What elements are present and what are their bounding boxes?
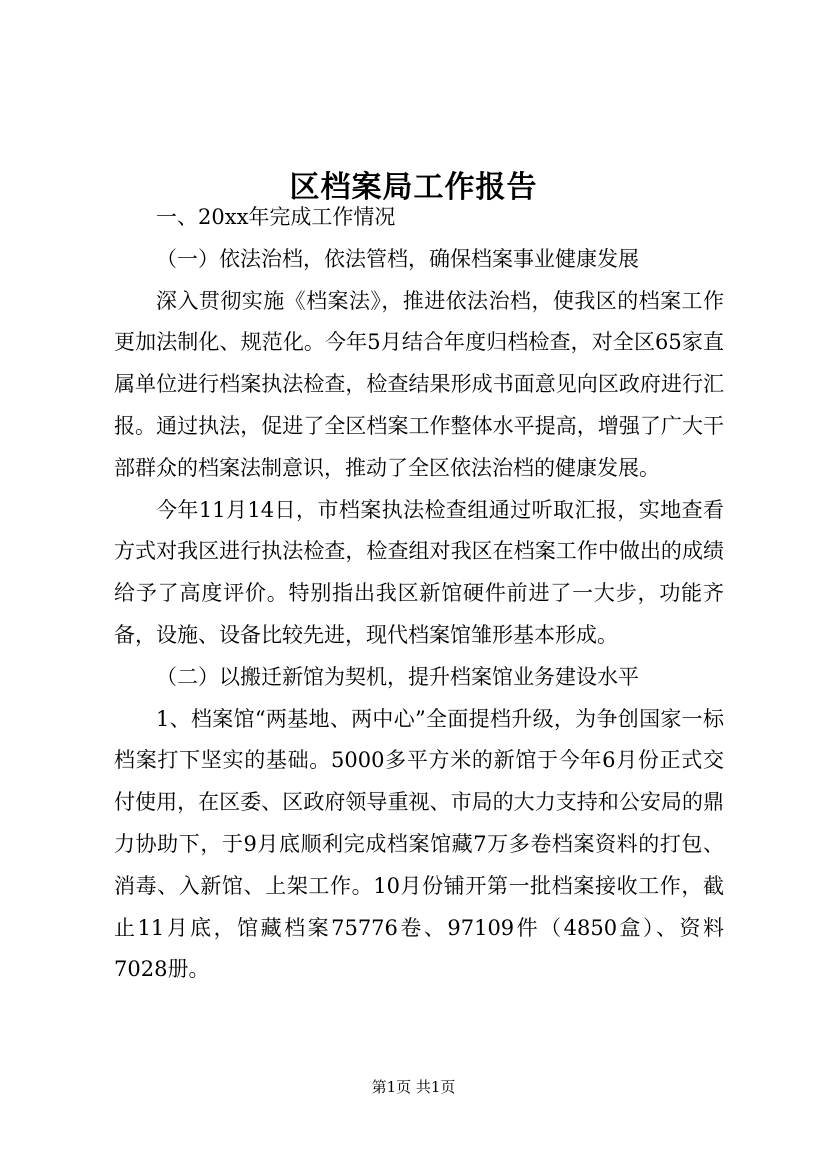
document-title: 区档案局工作报告	[289, 170, 538, 206]
document-body	[114, 197, 724, 991]
subsection-heading-1: （一）依法治档，依法管档，确保档案事业健康发展	[156, 246, 639, 271]
page-footer: 第1页 共1页	[371, 1078, 456, 1096]
paragraph-1: 深入贯彻实施《档案法》，推进依法治档，使我区的档案工作更加法制化、规范化。今年5月结合年度归档检查，对全区65家直属单位进行档案执法检查，检查结果形成书面意见向区政府进行汇报。通过执法，促进了全区档案工作整体水平提高，增强了广大干部群众的档案法制意识，推动了全区依法治档的健康发展。	[114, 288, 724, 480]
subsection-heading-2: （二）以搬迁新馆为契机，提升档案馆业务建设水平	[156, 664, 639, 689]
section-heading-1: 一、20xx年完成工作情况	[156, 205, 396, 229]
paragraph-3: 1、档案馆“两基地、两中心”全面提档升级，为争创国家一标档案打下坚实的基础。5000多平方米的新馆于今年6月份正式交付使用，在区委、区政府领导重视、市局的大力支持和公安局的鼎力协助下，于9月底顺利完成档案馆藏7万多卷档案资料的打包、消毒、入新馆、上架工作。10月份铺开第一批档案接收工作，截止11月底，馆藏档案75776卷、97109件（4850盒）、资料7028册。	[114, 706, 724, 982]
paragraph-2: 今年11月14日，市档案执法检查组通过听取汇报，实地查看方式对我区进行执法检查，检查组对我区在档案工作中做出的成绩给予了高度评价。特别指出我区新馆硬件前进了一大步，功能齐备，设施、设备比较先进，现代档案馆雏形基本形成。	[114, 497, 724, 647]
